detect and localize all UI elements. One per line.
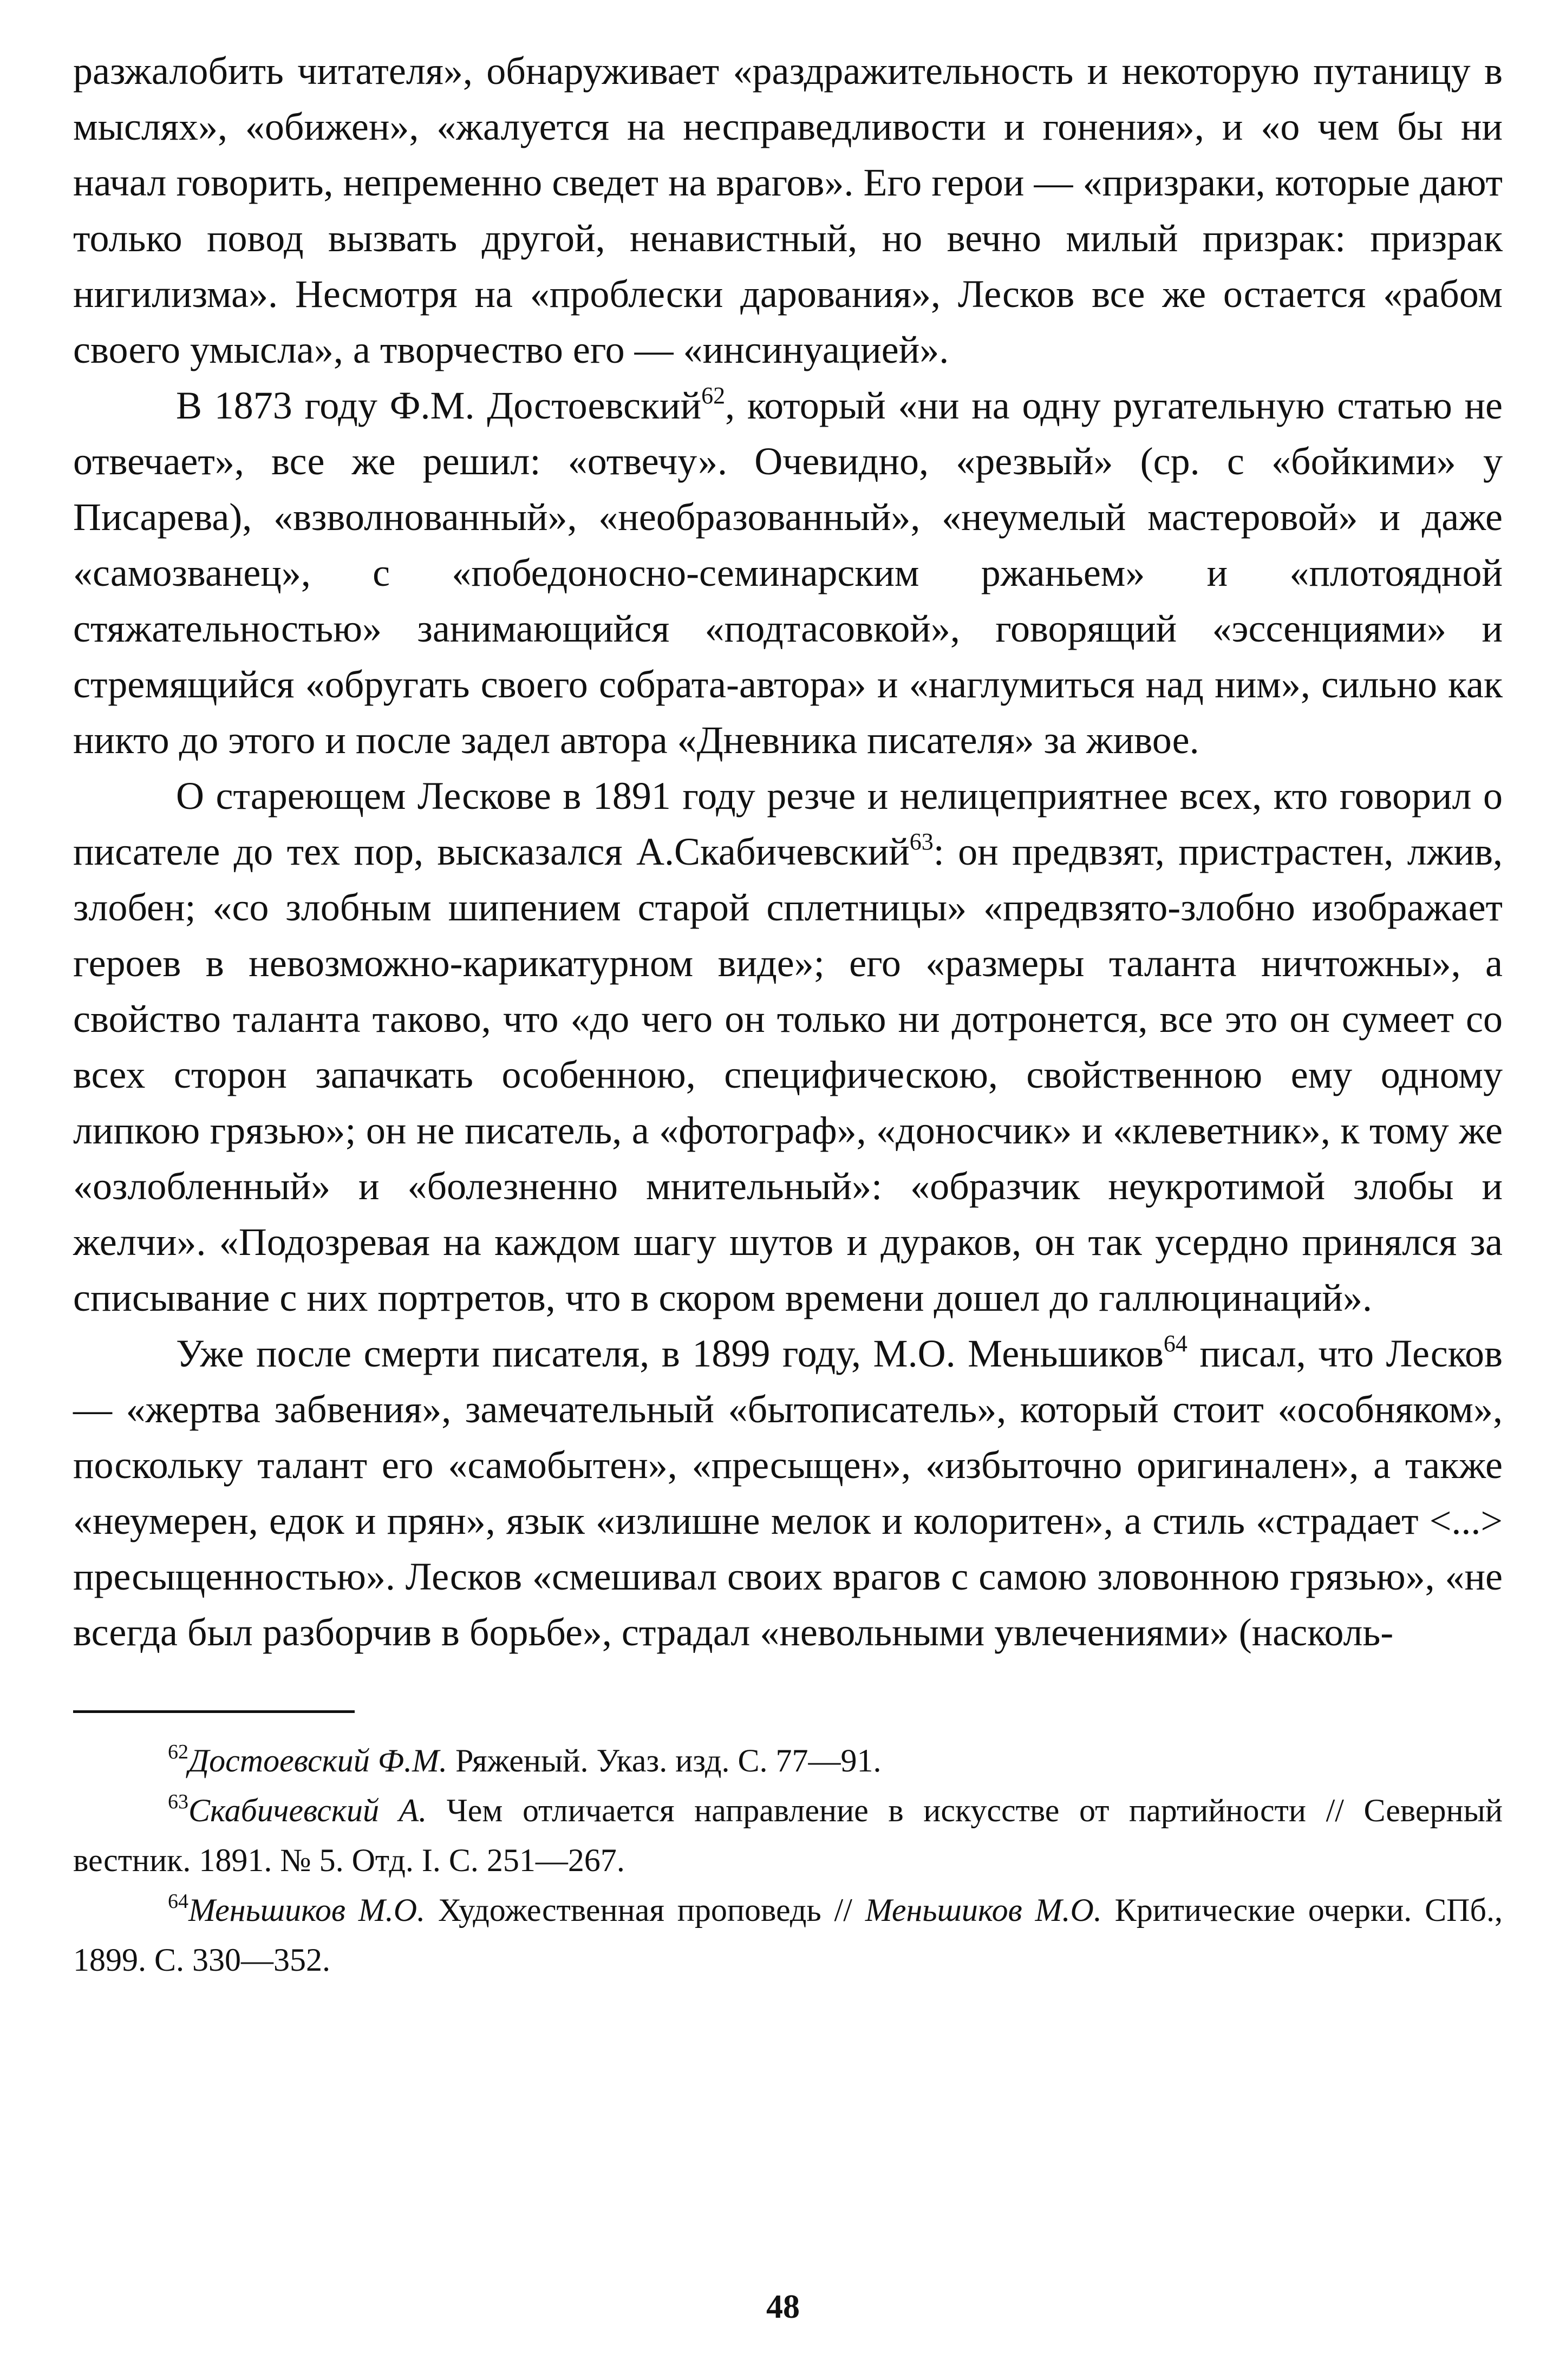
footnote-author: Меньшиков М.О. xyxy=(188,1892,426,1928)
paragraph-2-text-a: В 1873 году Ф.М. Достоевский xyxy=(176,384,702,427)
footnote-ref-64[interactable]: 64 xyxy=(1163,1330,1187,1357)
footnote-author: Достоевский Ф.М. xyxy=(188,1743,447,1779)
paragraph-3-text-a: О стареющем Лескове в 1891 году резче и нелицеприятнее всех, кто говорил о писателе до тех пор, высказался А.Скабичевский xyxy=(73,774,1503,873)
paragraph-3 xyxy=(73,768,1503,1326)
document-page xyxy=(73,43,1503,1985)
footnote-divider xyxy=(73,1710,355,1713)
footnote-63 xyxy=(73,1786,1503,1885)
footnote-author: Скабичевский А. xyxy=(188,1793,427,1828)
paragraph-2-text-b: , который «ни на одну ругательную статью не отвечает», все же решил: «отвечу». Очевидно, «резвый» (ср. с «бойкими» у Писарева), «взволнованный», «необразованный», «неумелый мастеровой» и даже «самозванец», с «победоносно-семинарским ржаньем» и «плотоядной стяжательностью» занимающийся «подтасовкой», говорящий «эссенциями» и стремящийся «обругать своего собрата-автора» и «наглумиться над ним», сильно как никто до этого и после задел автора «Дневника писателя» за живое. xyxy=(73,384,1503,762)
footnote-64 xyxy=(73,1885,1503,1985)
paragraph-1 xyxy=(73,43,1503,378)
paragraph-3-text-b: : он предвзят, пристрастен, лжив, злобен; «со злобным шипением старой сплетницы» «предвзято-злобно изображает героев в невозможно-карикатурном виде»; его «размеры таланта ничтожны», а свойство таланта таково, что «до чего он только ни дотронется, все это он сумеет со всех сторон запачкать особенною, специфическою, свойственною ему одному липкою грязью»; он не писатель, а «фотограф», «доносчик» и «клеветник», к тому же «озлобленный» и «болезненно мнительный»: «образчик неукротимой злобы и желчи». «Подозревая на каждом шагу шутов и дураков, он так усердно принялся за списывание с них портретов, что в скором времени дошел до галлюцинаций». xyxy=(73,830,1503,1319)
footnote-ref-62[interactable]: 62 xyxy=(701,382,726,409)
footnote-number: 63 xyxy=(168,1790,188,1813)
main-text xyxy=(73,43,1503,1660)
paragraph-4-text-b: писал, что Лесков — «жертва забвения», замечательный «бытописатель», который стоит «особняком», поскольку талант его «самобытен», «пресыщен», «избыточно оригинален», а также «неумерен, едок и прян», язык «излишне мелок и колоритен», а стиль «страдает <...> пресыщенностью». Лесков «смешивал своих врагов с самою зловонною грязью», «не всегда был разборчив в борьбе», страдал «невольными увлечениями» (насколь- xyxy=(73,1332,1503,1654)
footnote-text-2: Критические очерки. СПб., 1899. С. 330—352. xyxy=(73,1892,1503,1978)
footnote-62 xyxy=(73,1736,1503,1786)
footnote-number: 62 xyxy=(168,1741,188,1763)
paragraph-2 xyxy=(73,378,1503,768)
footnote-ref-63[interactable]: 63 xyxy=(909,828,934,855)
paragraph-4 xyxy=(73,1326,1503,1660)
footnote-text: Чем отличается направление в искусстве от партийности // Северный вестник. 1891. № 5. Отд. I. С. 251—267. xyxy=(73,1793,1503,1878)
footnote-text: Ряженый. Указ. изд. С. 77—91. xyxy=(447,1743,882,1779)
paragraph-4-text-a: Уже после смерти писателя, в 1899 году, М.О. Меньшиков xyxy=(176,1332,1164,1375)
footnote-text: Художественная проповедь // xyxy=(425,1892,865,1928)
paragraph-1-text: разжалобить читателя», обнаруживает «раздражительность и некоторую путаницу в мыслях», «обижен», «жалуется на несправедливости и гонения», и «о чем бы ни начал говорить, непременно сведет на врагов». Его герои — «призраки, которые дают только повод вызвать другой, ненавистный, но вечно милый призрак: призрак нигилизма». Несмотря на «проблески дарования», Лесков все же остается «рабом своего умысла», а творчество его — «инсинуацией». xyxy=(73,49,1503,371)
footnotes-section xyxy=(73,1736,1503,1985)
footnote-number: 64 xyxy=(168,1890,188,1913)
page-number: 48 xyxy=(766,2289,800,2325)
footnote-author-2: Меньшиков М.О. xyxy=(865,1892,1102,1928)
